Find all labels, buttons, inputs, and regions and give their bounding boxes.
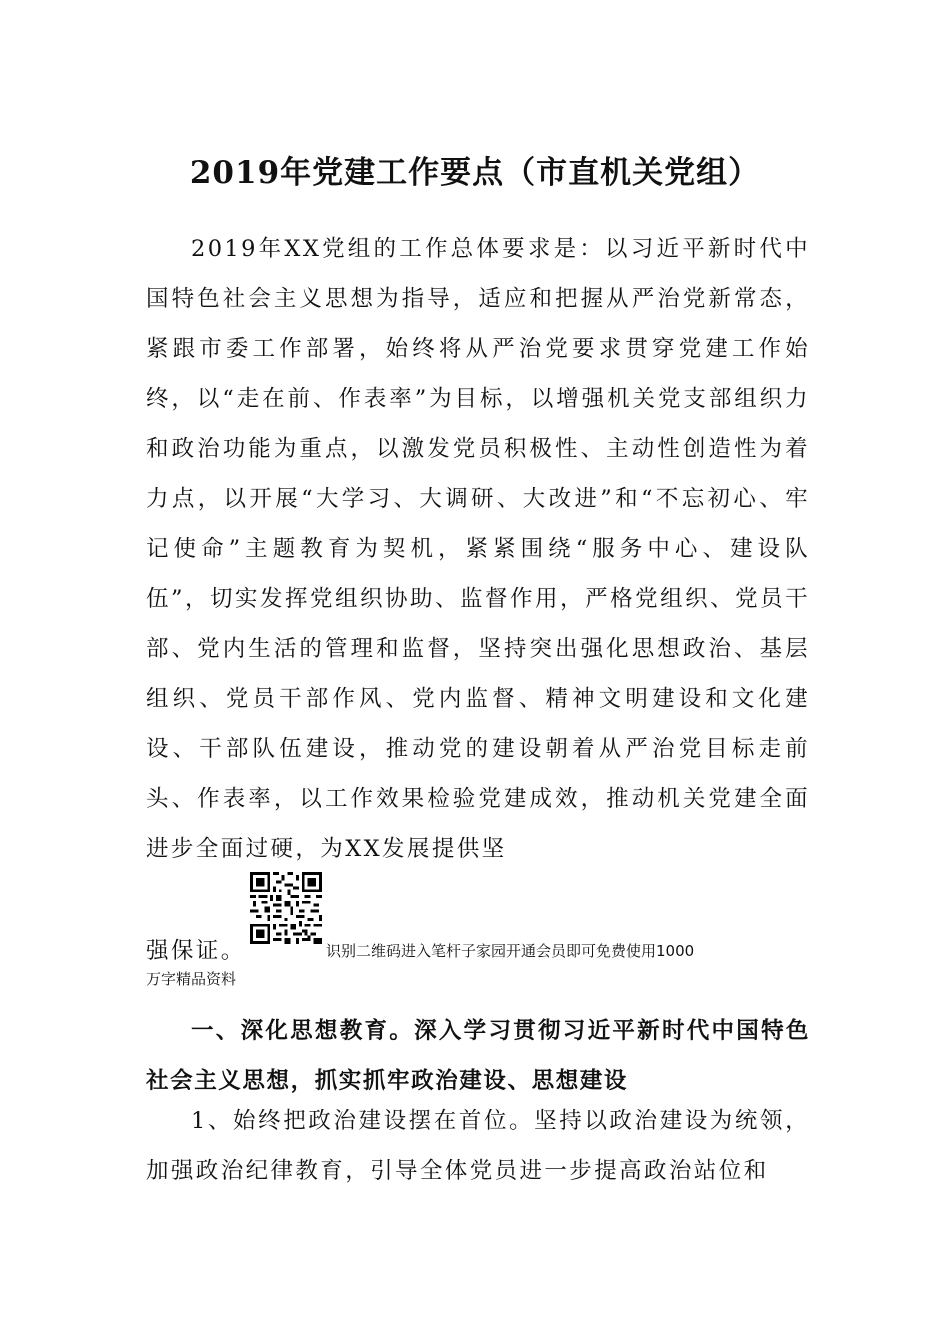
item-1-paragraph: 1、始终把政治建设摆在首位。坚持以政治建设为统领，加强政治纪律教育，引导全体党员进一步提高政治站位和	[146, 1108, 810, 1184]
section-heading-1: 一、深化思想教育。深入学习贯彻习近平新时代中国特色社会主义思想，抓实抓牢政治建设、思想建设	[146, 1018, 810, 1094]
intro-paragraph: 2019年XX党组的工作总体要求是：以习近平新时代中国特色社会主义思想为指导，适应和把握从严治党新常态，紧跟市委工作部署，始终将从严治党要求贯穿党建工作始终，以“走在前、作表率”为目标，以增强机关党支部组织力和政治功能为重点，以激发党员积极性、主动性创造性为着力点，以开展“大学习、大调研、大改进”和“不忘初心、牢记使命”主题教育为契机，紧紧围绕“服务中心、建设队伍”，切实发挥党组织协助、监督作用，严格党组织、党员干部、党内生活的管理和监督，坚持突出强化思想政治、基层组织、党员干部作风、党内监督、精神文明建设和文化建设、干部队伍建设，推动党的建设朝着从严治党目标走前头、作表率，以工作效果检验党建成效，推动机关党建全面进步全面过硬，为XX发展提供坚	[146, 236, 810, 862]
document-title: 2019年党建工作要点（市直机关党组）	[189, 154, 761, 191]
qr-code-icon[interactable]	[250, 872, 322, 944]
qr-caption-line2: 万字精品资料	[146, 970, 237, 988]
intro-tail	[146, 918, 810, 978]
qr-caption-line1: 识别二维码进入笔杆子家园开通会员即可免费使用1000	[326, 942, 695, 960]
intro-ending: 强保证。	[146, 938, 246, 964]
